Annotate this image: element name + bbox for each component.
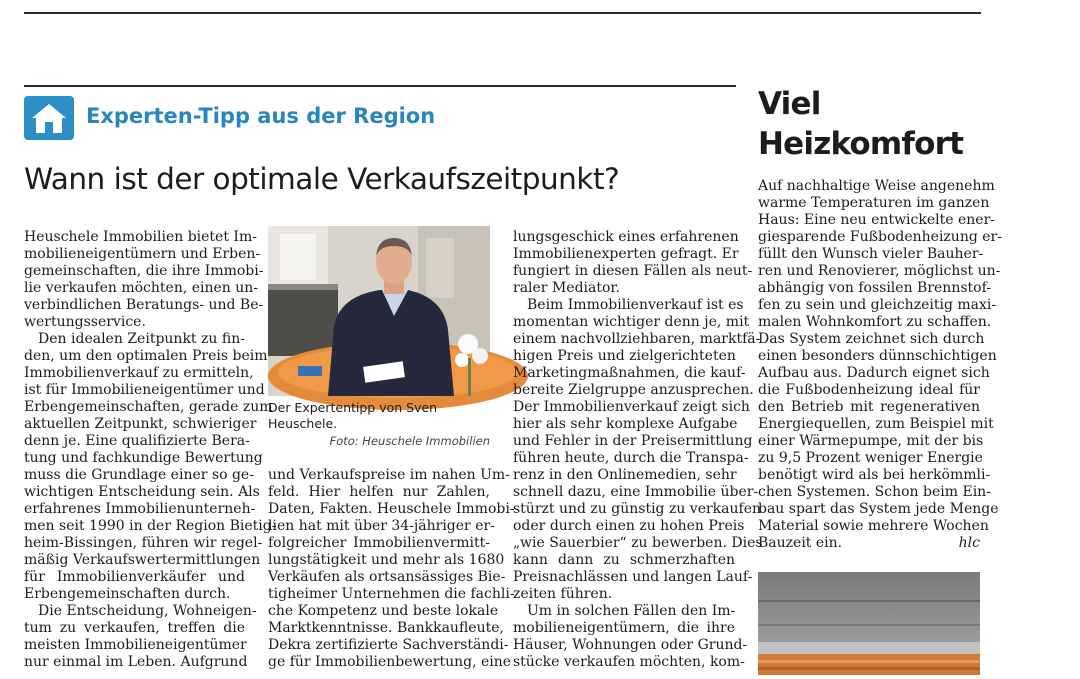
text-line: ren und Renovierer, möglichst un- [758, 263, 1001, 279]
article-column-1 [24, 229, 277, 671]
text-line: Um in solchen Fällen den Im- [527, 603, 736, 619]
text-line: renz in den Onlinemedien, sehr [513, 467, 737, 483]
caption-line: Heuschele. [268, 416, 338, 431]
text-line: verbindlichen Beratungs- und Be- [24, 297, 264, 313]
portrait-photo [268, 226, 490, 396]
text-line: bereite Zielgruppe anzusprechen. [513, 382, 754, 398]
text-line: lien hat mit über 34-jähriger er- [268, 518, 495, 534]
text-line: Aufbau aus. Dadurch eignet sich [758, 365, 990, 381]
text-line: lungsgeschick eines erfahrenen [513, 229, 739, 245]
text-line: lungstätigkeit und mehr als 1680 [268, 552, 505, 568]
photo-credit: Foto: Heuschele Immobilien [329, 434, 490, 448]
text-line: heim-Bissingen, führen wir regel- [24, 535, 263, 551]
text-line: einen besonders dünnschichtigen [758, 348, 997, 364]
text-line: muss die Grundlage einer so ge- [24, 467, 254, 483]
text-line: folgreicher Immobilienvermitt- [268, 535, 490, 551]
text-line: stücke verkaufen möchten, kom- [513, 654, 745, 670]
section-rule [24, 85, 736, 87]
sidebar-title [758, 84, 963, 164]
house-icon [24, 96, 74, 140]
text-line: mobilieneigentümern und Erben- [24, 246, 261, 262]
text-line: feld. Hier helfen nur Zahlen, [268, 484, 490, 500]
text-line: Heuschele Immobilien bietet Im- [24, 229, 257, 245]
text-line: nur einmal im Leben. Aufgrund [24, 654, 248, 670]
text-line: Verkäufen als ortsansässiges Bie- [268, 569, 506, 585]
text-line: malen Wohnkomfort zu schaffen. [758, 314, 992, 330]
text-line: tung und fachkundige Bewertung [24, 450, 263, 466]
text-line: mobilieneigentümern, die ihre [513, 620, 735, 636]
text-line: Energiequellen, zum Beispiel mit [758, 416, 994, 432]
article-column-3 [513, 229, 763, 671]
text-line: Daten, Fakten. Heuschele Immobi- [268, 501, 515, 517]
text-line: lie verkaufen möchten, einen un- [24, 280, 259, 296]
text-line: einem nachvollziehbaren, marktfä- [513, 331, 761, 347]
text-line: die Fußbodenheizung ideal für [758, 382, 980, 398]
floor-heating-photo [758, 572, 980, 675]
text-line: den, um den optimalen Preis beim [24, 348, 268, 364]
text-line: wichtigen Entscheidung sein. Als [24, 484, 260, 500]
text-line: Das System zeichnet sich durch [758, 331, 985, 347]
text-line: ist für Immobilieneigentümer und [24, 382, 265, 398]
text-line: Beim Immobilienverkauf ist es [527, 297, 744, 313]
text-line: denn je. Eine qualifizierte Bera- [24, 433, 250, 449]
text-line: Immobilienverkauf zu ermitteln, [24, 365, 254, 381]
text-line: hier als sehr komplexe Aufgabe [513, 416, 738, 432]
text-line: warme Temperaturen im ganzen [758, 195, 990, 211]
text-line: zeiten führen. [513, 586, 613, 602]
text-line: fungiert in diesen Fällen als neut- [513, 263, 753, 279]
text-line: Erbengemeinschaften, gerade zum [24, 399, 273, 415]
author-signature: hlc [958, 535, 980, 551]
text-line: „wie Sauerbier“ zu bewerben. Dies [513, 535, 763, 551]
text-line: den Betrieb mit regenerativen [758, 399, 980, 415]
sidebar-title-line: Viel [758, 86, 821, 122]
text-line: für Immobilienverkäufer und [24, 569, 245, 585]
text-line: Preisnachlässen und langen Lauf- [513, 569, 753, 585]
text-line: Dekra zertifizierte Sachverständi- [268, 637, 509, 653]
sidebar-title-line: Heizkomfort [758, 126, 964, 162]
top-rule [24, 12, 981, 14]
text-line: meisten Immobilieneigentümer [24, 637, 247, 653]
text-line: und Verkaufspreise im nahen Um- [268, 467, 510, 483]
text-line: momentan wichtiger denn je, mit [513, 314, 750, 330]
text-line: Haus: Eine neu entwickelte ener- [758, 212, 995, 228]
text-line: füllt den Wunsch vieler Bauher- [758, 246, 984, 262]
text-line: abhängig von fossilen Brennstof- [758, 280, 991, 296]
text-line: erfahrenes Immobilienunterneh- [24, 501, 256, 517]
text-line: giesparende Fußbodenheizung er- [758, 229, 1002, 245]
section-kicker: Experten-Tipp aus der Region [86, 104, 436, 128]
sidebar-last-line [758, 535, 980, 552]
text-line: einer Wärmepumpe, mit der bis [758, 433, 984, 449]
text-line: bau spart das System jede Menge [758, 501, 999, 517]
text-line: tigheimer Unternehmen die fachli- [268, 586, 515, 602]
text-line: aktuellen Zeitpunkt, schwieriger [24, 416, 257, 432]
text-line: higen Preis und zielgerichteten [513, 348, 736, 364]
text-line: Auf nachhaltige Weise angenehm [758, 178, 995, 194]
photo-caption [268, 400, 437, 432]
text-line: ge für Immobilienbewertung, eine [268, 654, 512, 670]
sidebar-body [758, 178, 1002, 552]
text-line: Immobilienexperten gefragt. Er [513, 246, 739, 262]
text-line: tum zu verkaufen, treffen die [24, 620, 245, 636]
text-line: Den idealen Zeitpunkt zu fin- [38, 331, 245, 347]
text-line: kann dann zu schmerzhaften [513, 552, 735, 568]
article-column-2 [268, 467, 515, 671]
text-line: Marketingmaßnahmen, die kauf- [513, 365, 746, 381]
text-line: mäßig Verkaufswertermittlungen [24, 552, 261, 568]
text-line: Marktkenntnisse. Bankkaufleute, [268, 620, 504, 636]
text-line: und Fehler in der Preisermittlung [513, 433, 753, 449]
caption-line: Der Expertentipp von Sven [268, 400, 438, 415]
text-line: stürzt und zu günstig zu verkaufen [513, 501, 762, 517]
text-line: Bauzeit ein. [758, 535, 843, 551]
article-headline: Wann ist der optimale Verkaufszeitpunkt? [24, 162, 620, 196]
text-line: zu 9,5 Prozent weniger Energie [758, 450, 983, 466]
text-line: Material sowie mehrere Wochen [758, 518, 989, 534]
text-line: schnell dazu, eine Immobilie über- [513, 484, 759, 500]
text-line: Die Entscheidung, Wohneigen- [38, 603, 257, 619]
text-line: fen zu sein und gleichzeitig maxi- [758, 297, 997, 313]
text-line: chen Systemen. Schon beim Ein- [758, 484, 991, 500]
text-line: men seit 1990 in der Region Bietig- [24, 518, 277, 534]
text-line: oder durch einen zu hohen Preis [513, 518, 745, 534]
text-line: führen heute, durch die Transpa- [513, 450, 749, 466]
text-line: Der Immobilienverkauf zeigt sich [513, 399, 750, 415]
text-line: benötigt wird als bei herkömmli- [758, 467, 991, 483]
text-line: che Kompetenz und beste lokale [268, 603, 499, 619]
text-line: Erbengemeinschaften durch. [24, 586, 231, 602]
text-line: gemeinschaften, die ihre Immobi- [24, 263, 264, 279]
text-line: wertungsservice. [24, 314, 146, 330]
text-line: Häuser, Wohnungen oder Grund- [513, 637, 748, 653]
text-line: raler Mediator. [513, 280, 621, 296]
